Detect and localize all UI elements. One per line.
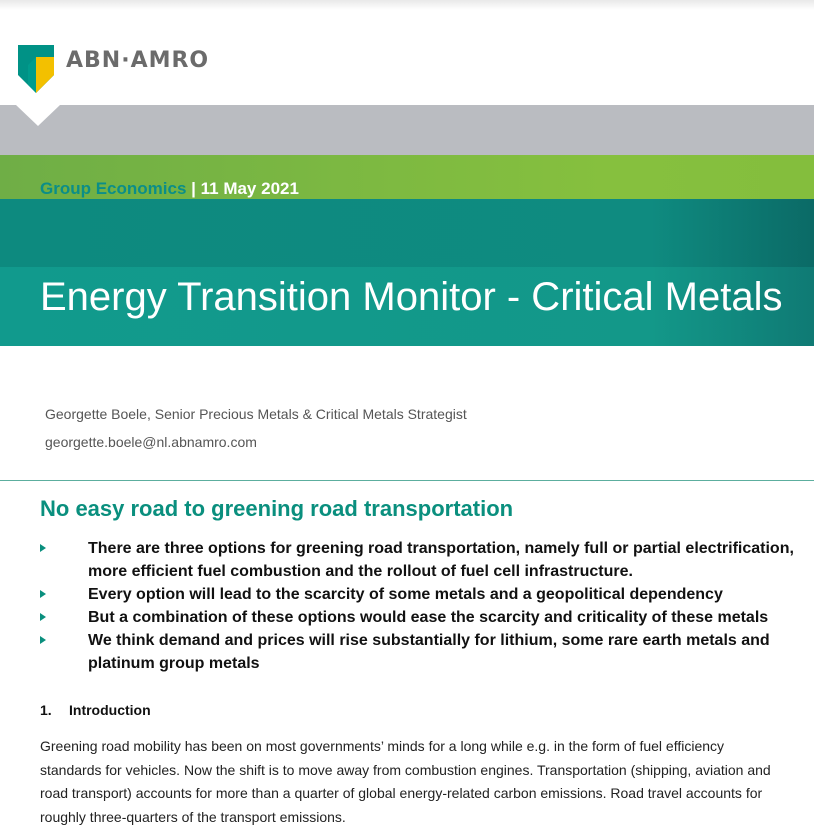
bullet-text: Every option will lead to the scarcity of some metals and a geopolitical dependency	[88, 586, 723, 603]
banner-notch	[16, 105, 60, 126]
paragraph-line: roughly three-quarters of the transport emissions.	[40, 806, 814, 829]
author-line: Georgette Boele, Senior Precious Metals & Critical Metals Strategist	[45, 406, 467, 422]
meta-separator: |	[186, 179, 200, 198]
paragraph-line: Greening road mobility has been on most governments’ minds for a long while e.g. in the form of fuel efficiency	[40, 735, 814, 759]
bullet-text: There are three options for greening road transportation, namely full or partial electrification, more efficient fuel combustion and the rollout of fuel cell infrastructure.	[88, 540, 794, 580]
bullet-text: We think demand and prices will rise substantially for lithium, some rare earth metals and platinum group metals	[88, 632, 770, 672]
brand-logo	[18, 45, 209, 93]
summary-heading: No easy road to greening road transportation	[40, 496, 513, 522]
title-banner-top	[0, 199, 814, 267]
bullet-arrow-icon	[40, 590, 46, 598]
author-email[interactable]: georgette.boele@nl.abnamro.com	[45, 434, 257, 450]
section-divider	[0, 480, 814, 481]
bullet-arrow-icon	[40, 636, 46, 644]
section-number: 1.	[40, 702, 69, 718]
report-meta	[40, 179, 299, 199]
grey-banner	[0, 105, 814, 155]
report-date: 11 May 2021	[201, 179, 299, 198]
document-title: Energy Transition Monitor - Critical Metals	[40, 275, 782, 320]
bullet-arrow-icon	[40, 613, 46, 621]
brand-name: ABN·AMRO	[66, 48, 209, 73]
summary-bullet	[40, 629, 814, 675]
department-label: Group Economics	[40, 179, 186, 198]
top-shadow	[0, 0, 814, 10]
paragraph-line: road transport) accounts for more than a quarter of global energy-related carbon emissions. Road travel accounts for	[40, 782, 814, 806]
summary-bullet	[40, 537, 814, 583]
paragraph-line: standards for vehicles. Now the shift is to move away from combustion engines. Transportation (shipping, aviation and	[40, 759, 814, 783]
summary-bullet	[40, 606, 814, 629]
summary-bullet	[40, 583, 814, 606]
introduction-paragraph	[40, 735, 814, 829]
abn-amro-shield-icon	[18, 45, 54, 93]
summary-bullets	[40, 537, 814, 675]
introduction-heading	[40, 702, 151, 718]
bullet-arrow-icon	[40, 544, 46, 552]
section-title: Introduction	[69, 702, 151, 718]
bullet-text: But a combination of these options would ease the scarcity and criticality of these metals	[88, 609, 768, 626]
